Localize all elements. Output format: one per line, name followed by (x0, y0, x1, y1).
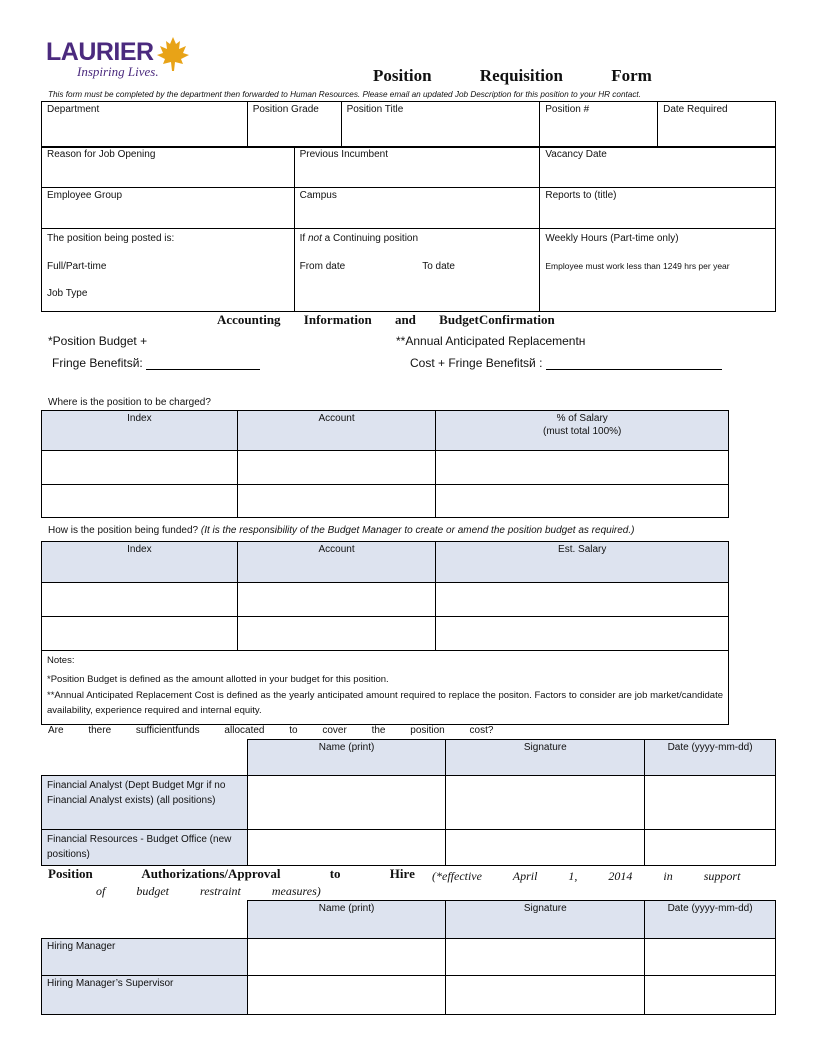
hiring-manager-label: Hiring Manager (42, 939, 248, 976)
vacancy-date-field[interactable]: Vacancy Date (540, 147, 776, 188)
funded-table (41, 541, 729, 725)
funded-account-cell[interactable] (237, 583, 436, 617)
charged-salary-cell[interactable] (436, 451, 729, 485)
full-part-time-label: Full/Part-time (47, 261, 107, 272)
form-title: Position Requisition Form (373, 66, 652, 85)
previous-incumbent-field[interactable]: Previous Incumbent (294, 147, 540, 188)
funded-salary-cell[interactable] (436, 583, 729, 617)
blank-corner (42, 740, 248, 776)
weekly-hours-field[interactable]: Weekly Hours (Part-time only) Employee must work less than 1249 hrs per year (540, 229, 776, 312)
notes-box: Notes: *Position Budget is defined as the amount allotted in your budget for this position. **Annual Anticipated Replacement Cost is defined as the yearly anticipated amount required to replace the positon. Factors to consider are job market/candidate availability, experience required and internal equity. (42, 651, 729, 725)
name-cell[interactable] (247, 939, 446, 976)
position-details-table-2 (41, 146, 776, 312)
funds-signature-header: Signature (446, 740, 645, 776)
date-cell[interactable] (645, 830, 776, 866)
authorization-table (41, 900, 776, 1015)
reports-to-field[interactable]: Reports to (title) (540, 188, 776, 229)
funds-date-header: Date (yyyy-mm-dd) (645, 740, 776, 776)
replacement-cost-input[interactable] (546, 358, 722, 370)
funds-name-header: Name (print) (247, 740, 446, 776)
funded-account-cell[interactable] (237, 617, 436, 651)
funded-index-cell[interactable] (42, 617, 238, 651)
authorization-note-1: (*effective April 1, 2014 in support (432, 869, 741, 883)
signature-cell[interactable] (446, 830, 645, 866)
funds-question: Are there sufficientfunds allocated to cover the position cost? (48, 725, 494, 736)
charged-account-header: Account (237, 411, 436, 451)
auth-name-header: Name (print) (247, 901, 446, 939)
reason-field[interactable]: Reason for Job Opening (42, 147, 295, 188)
signature-cell[interactable] (446, 939, 645, 976)
charged-salary-cell[interactable] (436, 485, 729, 518)
charged-account-cell[interactable] (237, 485, 436, 518)
position-budget-label: *Position Budget + (48, 334, 148, 348)
financial-analyst-label: Financial Analyst (Dept Budget Mgr if no Financial Analyst exists) (all positions) (42, 776, 248, 830)
charged-index-cell[interactable] (42, 451, 238, 485)
department-field[interactable]: Department (42, 102, 248, 148)
charged-account-cell[interactable] (237, 451, 436, 485)
authorization-heading: Position Authorizations/Approval to Hire (48, 866, 415, 881)
funded-index-header: Index (42, 542, 238, 583)
intro-text: This form must be completed by the department then forwarded to Human Resources. Please email an updated Job Description for this position to your HR contact. (48, 90, 641, 99)
term-dates-field[interactable]: If not a Continuing position From date To date (294, 229, 540, 312)
date-cell[interactable] (645, 776, 776, 830)
auth-signature-header: Signature (446, 901, 645, 939)
date-required-field[interactable]: Date Required (658, 102, 776, 148)
charged-question: Where is the position to be charged? (48, 397, 211, 408)
job-type-label: Job Type (47, 288, 88, 299)
name-cell[interactable] (247, 976, 446, 1015)
logo-tagline: Inspiring Lives. (77, 64, 159, 79)
laurier-logo (46, 38, 196, 84)
campus-field[interactable]: Campus (294, 188, 540, 229)
authorization-note-2: of budget restraint measures) (96, 884, 321, 898)
funded-account-header: Account (237, 542, 436, 583)
maple-leaf-icon (156, 36, 190, 72)
fringe-budget-row: Fringe Benefitsй: (52, 356, 260, 370)
funds-signoff-table (41, 739, 776, 866)
posting-type-field[interactable]: The position being posted is: Full/Part-time Job Type (42, 229, 295, 312)
accounting-heading: Accounting Information and BudgetConfirmation (217, 312, 555, 327)
logo-wordmark: LAURIER (46, 38, 154, 66)
auth-date-header: Date (yyyy-mm-dd) (645, 901, 776, 939)
employee-group-field[interactable]: Employee Group (42, 188, 295, 229)
funded-salary-cell[interactable] (436, 617, 729, 651)
funded-index-cell[interactable] (42, 583, 238, 617)
charged-salary-header: % of Salary (must total 100%) (436, 411, 729, 451)
fringe-replacement-row: Cost + Fringe Benefitsй : (410, 356, 722, 370)
charged-table (41, 410, 729, 518)
name-cell[interactable] (247, 776, 446, 830)
charged-index-header: Index (42, 411, 238, 451)
date-cell[interactable] (645, 976, 776, 1015)
blank-corner (42, 901, 248, 939)
to-date-label: To date (422, 261, 455, 272)
charged-index-cell[interactable] (42, 485, 238, 518)
supervisor-label: Hiring Manager’s Supervisor (42, 976, 248, 1015)
funded-question: How is the position being funded? (It is the responsibility of the Budget Manager to create or amend the position budget as required.) (48, 525, 635, 536)
position-title-field[interactable]: Position Title (341, 102, 540, 148)
position-number-field[interactable]: Position # (540, 102, 658, 148)
from-date-label: From date (299, 261, 346, 272)
signature-cell[interactable] (446, 776, 645, 830)
replacement-cost-label: **Annual Anticipated Replacementн (396, 334, 586, 348)
position-details-table (41, 101, 776, 148)
position-grade-field[interactable]: Position Grade (247, 102, 341, 148)
funded-salary-header: Est. Salary (436, 542, 729, 583)
position-budget-input[interactable] (146, 358, 260, 370)
financial-resources-label: Financial Resources - Budget Office (new positions) (42, 830, 248, 866)
date-cell[interactable] (645, 939, 776, 976)
name-cell[interactable] (247, 830, 446, 866)
signature-cell[interactable] (446, 976, 645, 1015)
